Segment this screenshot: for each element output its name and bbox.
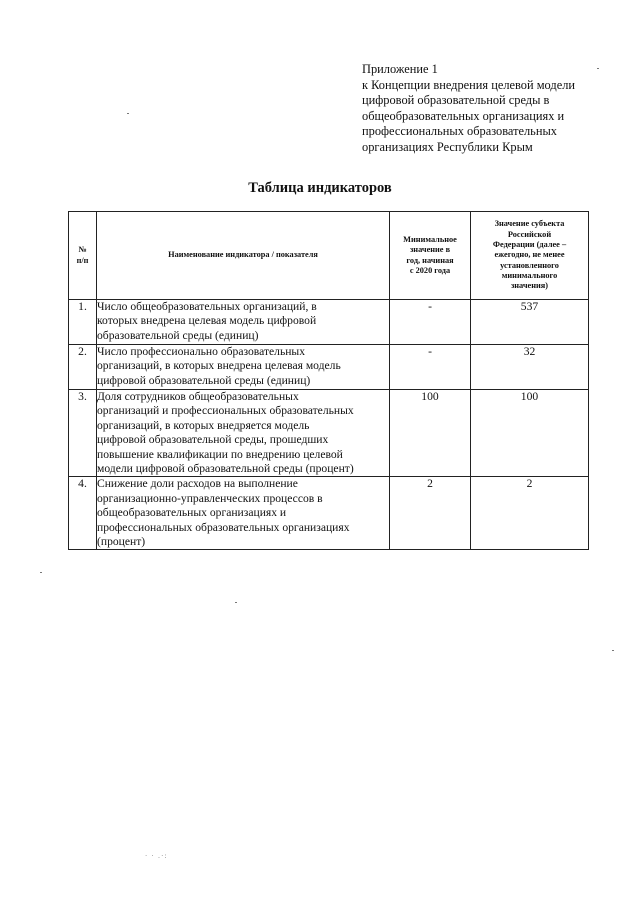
indicator-name-line: Число общеобразовательных организаций, в [97, 300, 317, 313]
region-value: 2 [471, 477, 589, 550]
row-number: 4. [69, 477, 97, 550]
indicator-name-line: Доля сотрудников общеобразовательных [97, 390, 299, 403]
scan-speck [40, 572, 42, 573]
header-region-line: минимального [501, 270, 558, 280]
minimum-value: 2 [390, 477, 471, 550]
indicator-name-line: профессиональных образовательных организациях [97, 520, 350, 534]
header-region-line: Значение субъекта [494, 219, 565, 229]
indicator-name [97, 345, 390, 390]
appendix-line: Приложение 1 [362, 62, 438, 76]
row-number: 1. [69, 300, 97, 345]
region-value: 100 [471, 390, 589, 477]
indicator-name-line: Снижение доли расходов на выполнение [97, 477, 298, 491]
header-minimum-value [390, 212, 471, 300]
indicator-name [97, 300, 390, 345]
header-minimum-line: с 2020 года [409, 265, 451, 275]
header-region-value [471, 212, 589, 300]
header-number-line: п/п [76, 255, 89, 265]
indicator-name-line: повышение квалификации по внедрению целевой [97, 447, 343, 461]
indicator-name [97, 390, 390, 477]
indicator-name-line: общеобразовательных организациях и [97, 506, 287, 520]
indicator-name-line: организаций, в которых внедрена целевая модель [97, 359, 341, 373]
minimum-value: - [390, 300, 471, 345]
scan-speck [597, 68, 599, 69]
indicator-name-line: цифровой образовательной среды, прошедших [97, 433, 329, 447]
header-region-line: Российской [507, 229, 552, 239]
region-value: 32 [471, 345, 589, 390]
header-minimum-line: значение в [409, 245, 451, 255]
header-region-line: ежегодно, не менее [494, 250, 565, 260]
indicator-name-line: (процент) [97, 535, 146, 549]
row-number: 3. [69, 390, 97, 477]
scan-smudge: · · .·: [145, 852, 168, 860]
table-header-row [69, 212, 589, 300]
minimum-value: 100 [390, 390, 471, 477]
indicator-name-line: которых внедрена целевая модель цифровой [97, 314, 317, 328]
table-row [69, 390, 589, 477]
indicator-name-line: организаций и профессиональных образовательных [97, 404, 354, 418]
minimum-value: - [390, 345, 471, 390]
header-indicator-name: Наименование индикатора / показателя [97, 212, 390, 300]
header-region-line: значения) [510, 281, 549, 291]
header-minimum-line: год, начиная [406, 255, 454, 265]
header-number-line: № [78, 245, 87, 255]
appendix-line: профессиональных образовательных [362, 124, 557, 139]
indicator-name-line: образовательной среды (единиц) [97, 328, 259, 342]
table-row [69, 477, 589, 550]
appendix-line: организациях Республики Крым [362, 139, 533, 154]
header-region-line: Федерации (далее – [492, 240, 567, 250]
scan-speck [127, 113, 129, 114]
appendix-line: к Концепции внедрения целевой модели [362, 77, 576, 92]
indicator-name-line: организационно-управленческих процессов в [97, 491, 323, 505]
header-region-line: установленного [500, 260, 559, 270]
indicators-table [68, 211, 589, 550]
scan-speck [235, 602, 237, 603]
indicator-name-line: цифровой образовательной среды (единиц) [97, 373, 311, 387]
indicator-name-line: модели цифровой образовательной среды (процент) [97, 462, 354, 476]
appendix-line: общеобразовательных организациях и [362, 108, 565, 123]
row-number: 2. [69, 345, 97, 390]
document-title: Таблица индикаторов [248, 180, 392, 196]
table-row [69, 300, 589, 345]
table-row [69, 345, 589, 390]
indicator-name-line: организаций, в которых внедряется модель [97, 418, 310, 432]
header-minimum-line: Минимальное [403, 234, 457, 244]
scan-speck [612, 650, 614, 651]
appendix-header [362, 62, 612, 156]
appendix-line: цифровой образовательной среды в [362, 93, 550, 108]
region-value: 537 [471, 300, 589, 345]
indicator-name [97, 477, 390, 550]
header-number [69, 212, 97, 300]
indicator-name-line: Число профессионально образовательных [97, 345, 306, 358]
